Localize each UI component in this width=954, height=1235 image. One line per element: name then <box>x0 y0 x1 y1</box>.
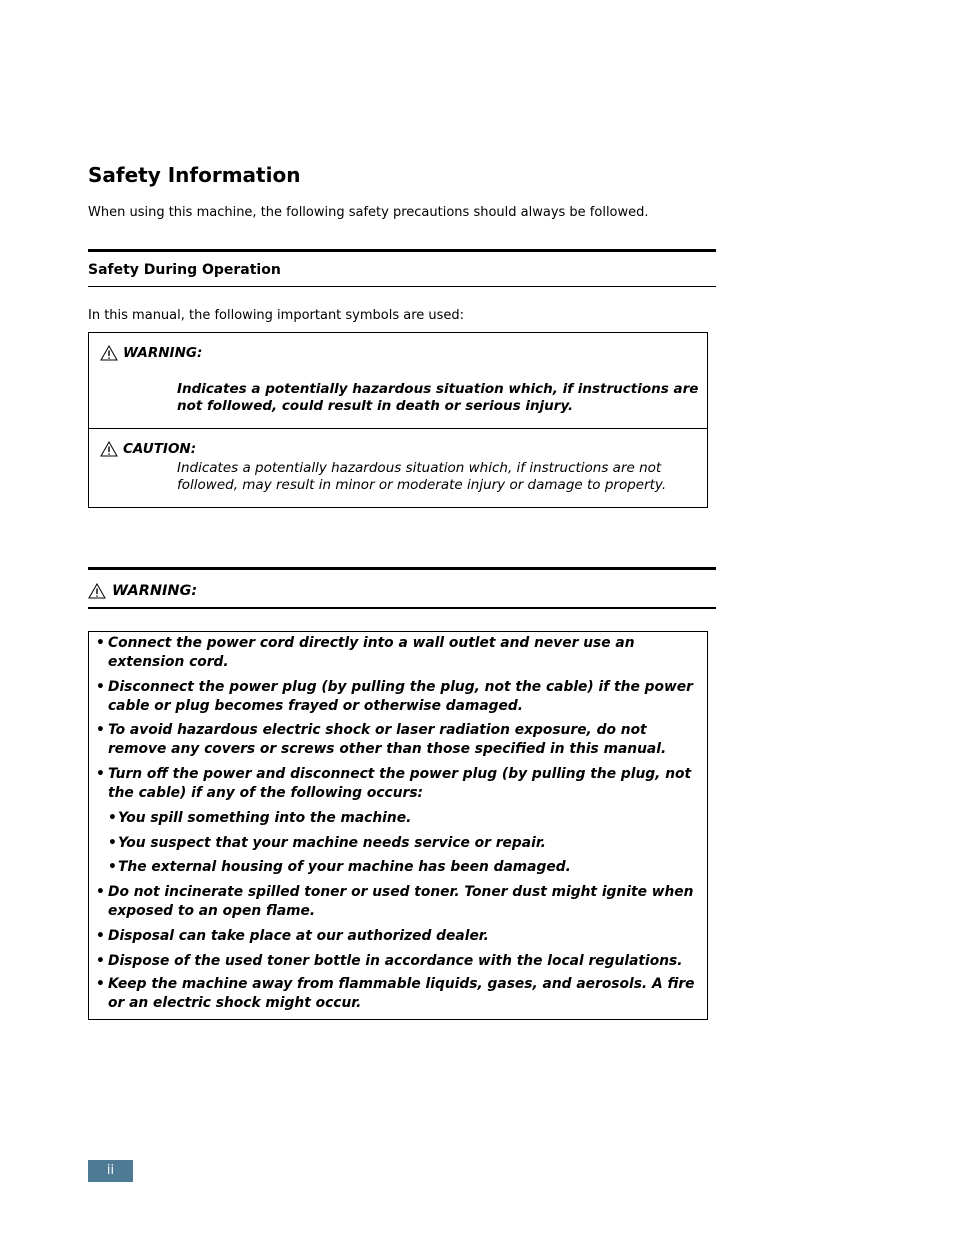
bullet-icon: • <box>96 928 105 944</box>
list-item: • Disconnect the power plug (by pulling the plug, not the cable) if the power cable or plug becomes frayed or otherwise damaged. <box>96 679 693 714</box>
bullet-icon: • <box>108 859 117 875</box>
sub-list-item: • You suspect that your machine needs service or repair. <box>108 835 546 851</box>
warning-triangle-icon <box>88 583 106 599</box>
list-item: • To avoid hazardous electric shock or laser radiation exposure, do not remove any covers or screws other than those specified in this manual. <box>96 722 667 757</box>
list-item: • Keep the machine away from flammable liquids, gases, and aerosols. A fire or an electric shock might occur. <box>96 976 695 1011</box>
page-title: Safety Information <box>88 163 301 187</box>
sub-list-item: • The external housing of your machine has been damaged. <box>108 859 571 875</box>
list-item: • Turn off the power and disconnect the power plug (by pulling the plug, not the cable) if any of the following occurs: <box>96 766 692 801</box>
caution-description: Indicates a potentially hazardous situation which, if instructions are not followed, may result in minor or moderate injury or damage to property. <box>177 460 667 493</box>
caution-label-text: CAUTION: <box>123 441 197 457</box>
caution-symbol-label <box>100 441 196 457</box>
page-number: ii <box>88 1160 133 1182</box>
symbols-box <box>88 332 708 508</box>
list-item: • Do not incinerate spilled toner or used toner. Toner dust might ignite when exposed to an open flame. <box>96 884 694 919</box>
list-item: • Disposal can take place at our authorized dealer. <box>96 928 489 944</box>
section-rule-bottom <box>88 286 716 287</box>
bullet-icon: • <box>96 953 105 969</box>
warning-triangle-icon <box>100 345 118 361</box>
bullet-icon: • <box>96 976 105 992</box>
bullet-icon: • <box>96 635 105 651</box>
warning-rule-top <box>88 567 716 570</box>
warnings-box <box>88 631 708 1020</box>
symbols-divider <box>89 428 707 429</box>
warning-triangle-icon <box>100 441 118 457</box>
bullet-icon: • <box>96 766 105 782</box>
intro-text: When using this machine, the following safety precautions should always be followed. <box>88 205 649 220</box>
section-rule-top <box>88 249 716 252</box>
list-item: • Connect the power cord directly into a wall outlet and never use an extension cord. <box>96 635 635 670</box>
list-item: • Dispose of the used toner bottle in accordance with the local regulations. <box>96 953 683 969</box>
warning-heading-text: WARNING: <box>112 583 198 599</box>
bullet-icon: • <box>96 679 105 695</box>
warning-description: Indicates a potentially hazardous situation which, if instructions are not followed, could result in death or serious injury. <box>177 381 699 414</box>
bullet-icon: • <box>108 810 117 826</box>
sub-list-item: • You spill something into the machine. <box>108 810 412 826</box>
warning-symbol-label <box>100 345 202 361</box>
bullet-icon: • <box>96 884 105 900</box>
warning-rule-bottom <box>88 607 716 609</box>
symbols-intro-text: In this manual, the following important symbols are used: <box>88 308 465 323</box>
bullet-icon: • <box>96 722 105 738</box>
section-heading: Safety During Operation <box>88 262 281 278</box>
warning-label-text: WARNING: <box>123 345 203 361</box>
bullet-icon: • <box>108 835 117 851</box>
warning-heading <box>88 583 197 599</box>
